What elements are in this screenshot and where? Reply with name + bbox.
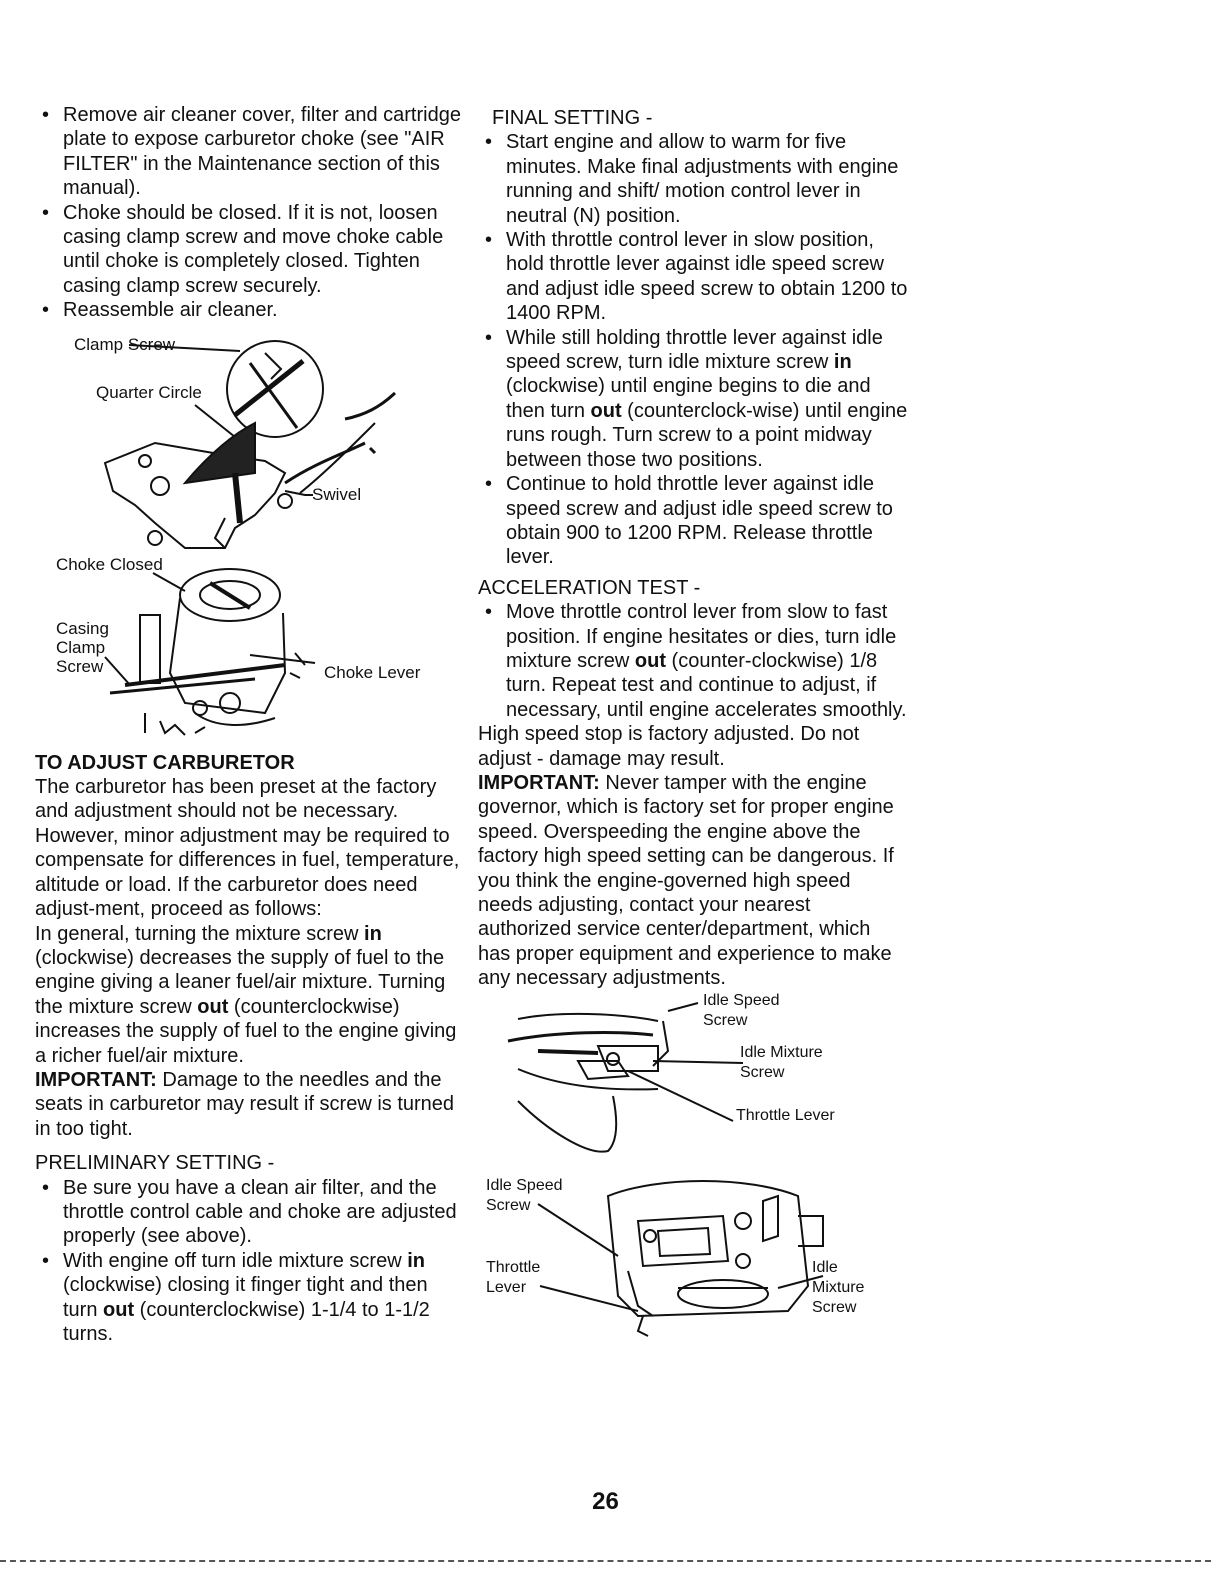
label-swivel: Swivel	[312, 484, 362, 504]
label-idle-mixture: Idle Mixture	[740, 1043, 823, 1061]
bottom-scan-edge	[0, 1560, 1211, 1562]
label-clamp-screw: Clamp Screw	[74, 334, 176, 354]
choke-clamp-figure	[35, 323, 455, 553]
preliminary-bullets	[35, 1176, 465, 1347]
page-number: 26	[592, 1488, 619, 1515]
preliminary-setting-heading: PRELIMINARY SETTING -	[35, 1152, 275, 1175]
label-choke-lever: Choke Lever	[324, 662, 421, 682]
label-fig4-idle-speed: Idle Speed	[486, 1176, 563, 1194]
label-idle-speed-screw: Screw	[703, 1011, 748, 1029]
carburetor-figure	[478, 1176, 898, 1351]
idle-adjust-drawing	[478, 991, 898, 1176]
important-note-2: IMPORTANT: Never tamper with the engine governor, which is factory set for proper engine speed. Overspeeding the engine above the factory high speed setting can be dangerous. If you think the engine-governed high speed needs adjusting, contact your nearest authorized service center/department, which has proper equipment and experience to make any necessary adjustments.	[478, 771, 894, 990]
label-fig4-idle-speed-screw: Screw	[486, 1196, 531, 1214]
intro-bullets	[35, 103, 465, 323]
label-idle-mixture-screw: Screw	[740, 1063, 785, 1081]
intro-bullet-2: • Choke should be closed. If it is not, loosen casing clamp screw and move choke cable until choke is completely closed. Tighten casing clamp screw securely.	[35, 201, 465, 299]
prelim-bullet-1: • Be sure you have a clean air filter, and the throttle control cable and choke are adjusted properly (see above).	[35, 1176, 465, 1249]
adjust-paragraph-2: In general, turning the mixture screw in (clockwise) decreases the supply of fuel to the engine giving a leaner fuel/air mixture. Turning the mixture screw out (counterclockwise) increases the supply of fuel to the engine giving a richer fuel/air mixture.	[35, 922, 457, 1067]
label-fig4-throttle: Throttle	[486, 1258, 541, 1276]
label-fig4-mixture: Mixture	[812, 1278, 865, 1296]
adjust-carburetor-heading: TO ADJUST CARBURETOR	[35, 751, 295, 774]
label-clamp: Clamp	[56, 637, 106, 657]
intro-bullet-1: • Remove air cleaner cover, filter and cartridge plate to expose carburetor choke (see "AIR FILTER" in the Maintenance section of this manual).	[35, 103, 465, 201]
intro-bullet-3: • Reassemble air cleaner.	[35, 298, 465, 322]
left-column	[35, 103, 465, 1346]
final-bullet-3: • While still holding throttle lever against idle speed screw, turn idle mixture screw in (clockwise) until engine begins to die and then turn out (counterclock-wise) until engine runs rough. Turn screw to a point midway between those two positions.	[478, 326, 908, 472]
final-setting-bullets	[478, 130, 908, 569]
right-column	[478, 106, 908, 1351]
high-speed-note: High speed stop is factory adjusted. Do not adjust - damage may result.	[478, 723, 860, 770]
important-note-1: IMPORTANT: Damage to the needles and the seats in carburetor may result if screw is turned in too tight.	[35, 1068, 455, 1140]
acceleration-bullets	[478, 600, 908, 722]
final-bullet-4: • Continue to hold throttle lever against idle speed screw and adjust idle speed screw to obtain 900 to 1200 RPM. Release throttle lever.	[478, 472, 908, 570]
accel-bullet-1: • Move throttle control lever from slow to fast position. If engine hesitates or dies, turn idle mixture screw out (counter-clockwise) 1/8 turn. Repeat test and continue to adjust, if necessary, until engine accelerates smoothly.	[478, 600, 908, 722]
choke-clamp-drawing	[35, 323, 455, 553]
label-fig4-mixture-screw: Screw	[812, 1298, 857, 1316]
idle-adjust-figure	[478, 991, 898, 1176]
label-quarter-circle: Quarter Circle	[96, 382, 202, 402]
label-casing: Casing	[56, 618, 109, 638]
adjust-paragraph-1: The carburetor has been preset at the factory and adjustment should not be necessary. However, minor adjustment may be required to compensate for differences in fuel, temperature, altitude or load. If the carburetor does need adjust-ment, proceed as follows:	[35, 776, 460, 921]
final-setting-heading: FINAL SETTING -	[492, 107, 653, 129]
choke-lever-figure	[35, 553, 455, 751]
label-throttle-lever: Throttle Lever	[736, 1106, 835, 1124]
label-fig4-idle: Idle	[812, 1258, 838, 1276]
label-fig4-lever: Lever	[486, 1278, 527, 1296]
label-idle-speed: Idle Speed	[703, 991, 780, 1009]
label-choke-closed: Choke Closed	[56, 554, 163, 574]
prelim-bullet-2: • With engine off turn idle mixture screw in (clockwise) closing it finger tight and then turn out (counterclockwise) 1-1/4 to 1-1/2 turns.	[35, 1249, 465, 1347]
final-bullet-1: • Start engine and allow to warm for five minutes. Make final adjustments with engine running and shift/ motion control lever in neutral (N) position.	[478, 130, 908, 228]
label-screw: Screw	[56, 656, 104, 676]
final-bullet-2: • With throttle control lever in slow position, hold throttle lever against idle speed screw and adjust idle speed screw to obtain 1200 to 1400 RPM.	[478, 228, 908, 326]
acceleration-test-heading: ACCELERATION TEST -	[478, 576, 701, 599]
